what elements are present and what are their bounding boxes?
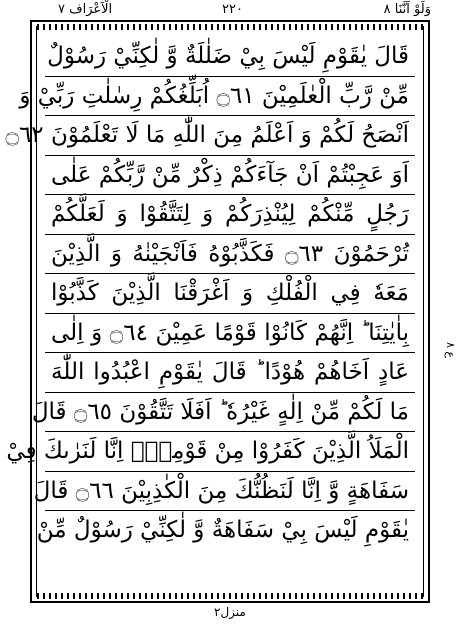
verse-line-11: الْمَلَاُ الَّذِيْنَ كَفَرُوْا مِنْ قَوْمِهٖۤ اِنَّا لَنَرٰىكَ فِيْ (45, 432, 415, 472)
top-border-ornament (37, 24, 423, 30)
verse-line-7: مَعَهٗ فِي الْفُلْكِ وَ اَغْرَقْنَا الَّذِيْنَ كَذَّبُوْا (45, 274, 415, 314)
manzil-footer: منزل٢ (214, 605, 246, 619)
verse-line-10: مَا لَكُمْ مِّنْ اِلٰهٍ غَيْرُهٗ ؕ اَفَلَا تَتَّقُوْنَ ۝٦٥ قَالَ (45, 393, 415, 433)
verse-line-5: رَجُلٍ مِّنْكُمْ لِيُنْذِرَكُمْ وَ لِتَتَّقُوْا وَ لَعَلَّكُمْ (45, 195, 415, 235)
verse-line-6: تُرْحَمُوْنَ ۝٦٣ فَكَذَّبُوْهُ فَاَنْجَيْنٰهُ وَ الَّذِيْنَ (45, 235, 415, 275)
page-number: ٢٢٠ (222, 2, 243, 17)
page-frame (5, 20, 430, 603)
verse-line-8: بِاٰيٰتِنَا ؕ اِنَّهُمْ كَانُوْا قَوْمًا عَمِيْنَ ۝٦٤ وَ اِلٰى (45, 314, 415, 354)
bottom-border-ornament (37, 593, 423, 599)
surah-name-header: الْاَعْرَاف ٧ (58, 2, 113, 17)
verse-line-1: قَالَ يٰقَوْمِ لَيْسَ بِيْ ضَلٰلَةٌ وَّ لٰكِنِّيْ رَسُوْلٌ (45, 37, 415, 77)
verse-lines (5, 37, 415, 551)
verse-line-2: مِّنْ رَّبِّ الْعٰلَمِيْنَ ۝٦١ اُبَلِّغُكُمْ رِسٰلٰتِ رَبِّيْ وَ (45, 77, 415, 117)
ruku-margin-marker: ع ٨ (444, 342, 457, 358)
verse-line-12: سَفَاهَةٍ وَّ اِنَّا لَنَظُنُّكَ مِنَ الْكٰذِبِيْنَ ۝٦٦ قَالَ (45, 472, 415, 512)
verse-line-3: اَنْصَحُ لَكُمْ وَ اَعْلَمُ مِنَ اللّٰهِ مَا لَا تَعْلَمُوْنَ ۝٦٢ (45, 116, 415, 156)
verse-line-13: يٰقَوْمِ لَيْسَ بِيْ سَفَاهَةٌ وَّ لٰكِنِّيْ رَسُوْلٌ مِّنْ (36, 517, 409, 543)
verse-line-9: عَادٍ اَخَاهُمْ هُوْدًا ؕ قَالَ يٰقَوْمِ اعْبُدُوا اللّٰهَ (45, 353, 415, 393)
verse-line-4: اَوَ عَجِبْتُمْ اَنْ جَآءَكُمْ ذِكْرٌ مِّنْ رَّبِّكُمْ عَلٰى (45, 156, 415, 196)
juz-name-header: وَلَوْ اَنَّنَا ٨ (383, 2, 431, 17)
page-inner-border (5, 26, 424, 597)
